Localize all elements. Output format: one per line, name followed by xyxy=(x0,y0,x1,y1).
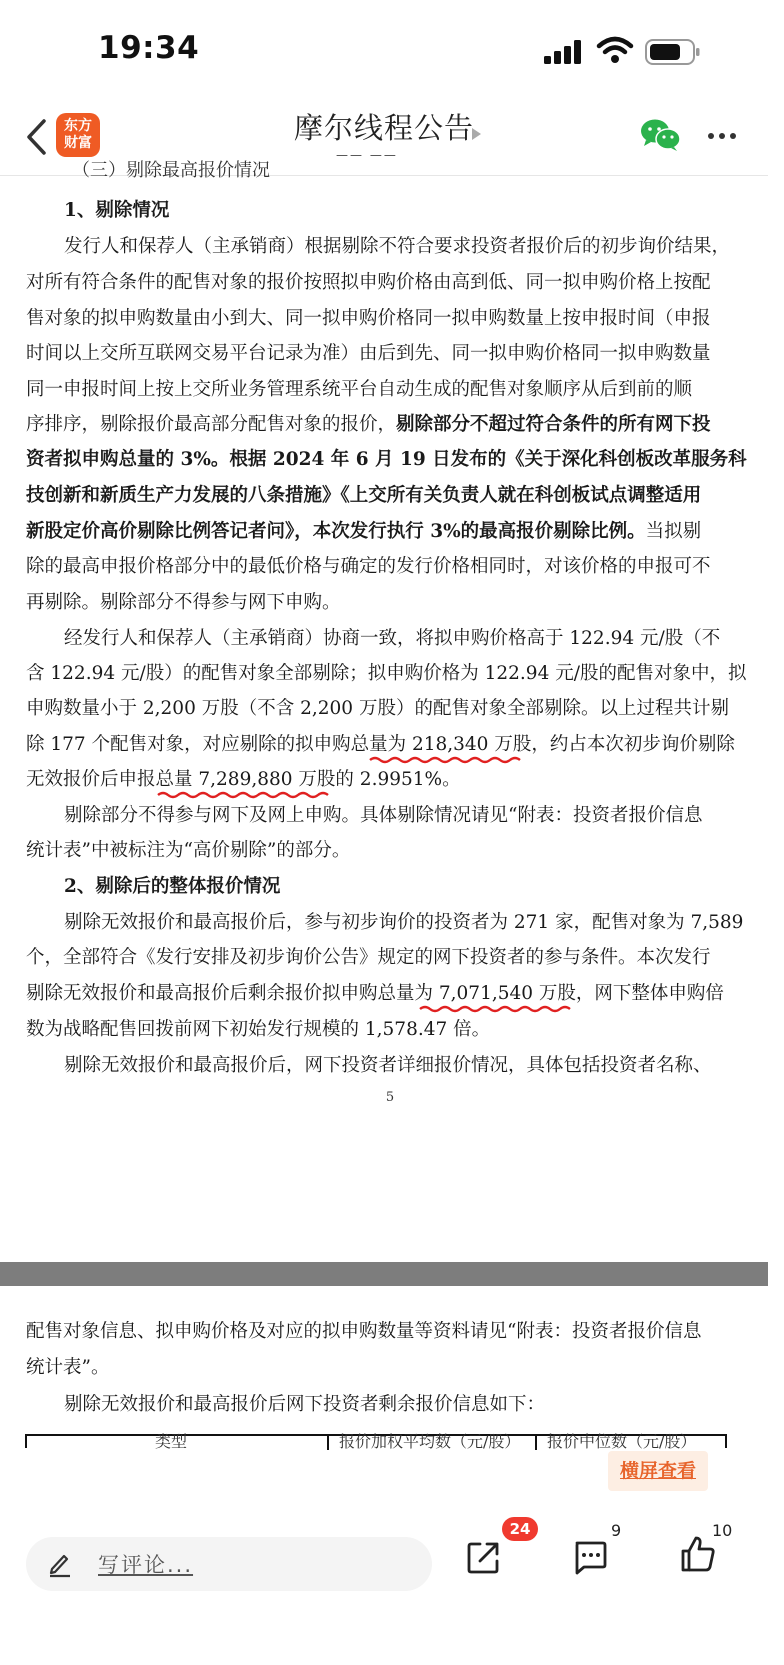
paragraph-line: 序排序，剔除报价最高部分配售对象的报价，剔除部分不超过符合条件的所有网下投 xyxy=(26,414,711,435)
paragraph-line: 无效报价后申报总量 7,289,880 万股的 2.9951%。 xyxy=(26,769,461,790)
bottom-action-bar xyxy=(0,1521,768,1665)
comment-icon[interactable] xyxy=(572,1539,608,1575)
landscape-view-button[interactable]: 横屏查看 xyxy=(608,1451,708,1491)
wechat-share-icon[interactable] xyxy=(640,118,682,152)
cellular-signal-icon xyxy=(544,40,582,64)
paragraph-line: 除的最高申报价格部分中的最低价格与确定的发行价格相同时，对该价格的申报可不 xyxy=(26,556,711,577)
paragraph-line: 统计表”。 xyxy=(26,1357,110,1378)
wifi-icon xyxy=(597,36,633,64)
battery-icon xyxy=(645,38,701,66)
paragraph-line: 剔除无效报价和最高报价后网下投资者剩余报价信息如下： xyxy=(64,1394,546,1415)
page-title: 摩尔线程公告 xyxy=(293,111,474,145)
paragraph-line: 个，全部符合《发行安排及初步询价公告》规定的网下投资者的参与条件。本次发行 xyxy=(26,947,711,968)
page-break-divider xyxy=(0,1262,768,1286)
table-header-cell: 报价加权平均数（元/股） xyxy=(339,1432,521,1451)
section-heading-cut: （三）剔除最高报价情况 xyxy=(72,160,270,181)
red-wavy-underline xyxy=(370,756,522,764)
share-count-badge: 24 xyxy=(502,1517,538,1541)
table-header-cell: 类型 xyxy=(155,1432,188,1451)
red-wavy-underline xyxy=(420,1005,574,1013)
paragraph-line: 剔除无效报价和最高报价后，参与初步询价的投资者为 271 家，配售对象为 7,589 xyxy=(64,912,744,933)
comment-placeholder: 写评论... xyxy=(98,1553,194,1577)
paragraph-line: 统计表”中被标注为“高价剔除”的部分。 xyxy=(26,840,351,861)
app-logo-line1: 东方 xyxy=(64,118,92,134)
status-time: 19:34 xyxy=(98,30,200,66)
paragraph-line: 售对象的拟申购数量由小到大、同一拟申购价格同一拟申购数量上按申报时间（申报 xyxy=(26,308,711,329)
paragraph-line: 对所有符合条件的配售对象的报价按照拟申购价格由高到低、同一拟申购价格上按配 xyxy=(26,272,711,293)
share-icon[interactable] xyxy=(466,1541,500,1575)
paragraph-line-bold: 资者拟申购总量的 3%。根据 2024 年 6 月 19 日发布的《关于深化科创板改革服务科 xyxy=(26,449,747,470)
like-count: 10 xyxy=(712,1521,733,1540)
comment-count: 9 xyxy=(611,1521,622,1540)
paragraph-line: 同一申报时间上按上交所业务管理系统平台自动生成的配售对象顺序从后到前的顺 xyxy=(26,379,693,400)
red-wavy-underline xyxy=(158,791,328,799)
page-subtitle: —— —— xyxy=(336,148,398,162)
pencil-icon xyxy=(48,1551,72,1577)
status-bar xyxy=(0,0,768,100)
paragraph-line: 剔除部分不得参与网下及网上申购。具体剔除情况请见“附表：投资者报价信息 xyxy=(64,805,703,826)
more-icon[interactable] xyxy=(708,133,738,141)
app-logo-line2: 财富 xyxy=(64,135,92,151)
play-indicator-icon xyxy=(472,128,481,140)
thumbs-up-icon[interactable] xyxy=(680,1535,716,1573)
paragraph-line: 含 122.94 元/股）的配售对象全部剔除；拟申购价格为 122.94 元/股的配售对象中，拟 xyxy=(26,663,747,684)
paragraph-line: 再剔除。剔除部分不得参与网下申购。 xyxy=(26,592,341,613)
paragraph-line: 配售对象信息、拟申购价格及对应的拟申购数量等资料请见“附表：投资者报价信息 xyxy=(26,1321,702,1342)
paragraph-line: 申购数量小于 2,200 万股（不含 2,200 万股）的配售对象全部剔除。以上过程共计剔 xyxy=(26,698,729,719)
paragraph-line: 剔除无效报价和最高报价后剩余报价拟申购总量为 7,071,540 万股，网下整体申购倍 xyxy=(26,983,724,1004)
page-number: 5 xyxy=(385,1090,395,1105)
paragraph-line: 经发行人和保荐人（主承销商）协商一致，将拟申购价格高于 122.94 元/股（不 xyxy=(64,628,721,649)
paragraph-line: 数为战略配售回拨前网下初始发行规模的 1,578.47 倍。 xyxy=(26,1019,491,1040)
paragraph-line-bold: 技创新和新质生产力发展的八条措施》《上交所有关负责人就在科创板试点调整适用 xyxy=(26,485,702,506)
paragraph-line: 新股定价高价剔除比例答记者问》，本次发行执行 3%的最高报价剔除比例。当拟剔 xyxy=(26,521,702,542)
price-info-table xyxy=(25,1432,727,1451)
table-header-cell: 报价中位数（元/股） xyxy=(547,1432,697,1451)
paragraph-line: 时间以上交所互联网交易平台记录为准）由后到先、同一拟申购价格同一拟申购数量 xyxy=(26,343,711,364)
subsection-heading: 2、剔除后的整体报价情况 xyxy=(64,876,281,897)
paragraph-line: 剔除无效报价和最高报价后，网下投资者详细报价情况，具体包括投资者名称、 xyxy=(64,1055,712,1076)
document-viewer[interactable] xyxy=(0,160,768,1521)
paragraph-line: 发行人和保荐人（主承销商）根据剔除不符合要求投资者报价后的初步询价结果， xyxy=(64,236,731,257)
comment-input[interactable] xyxy=(26,1537,432,1591)
paragraph-line: 除 177 个配售对象，对应剔除的拟申购总量为 218,340 万股，约占本次初步询价剔除 xyxy=(26,734,735,755)
subsection-heading: 1、剔除情况 xyxy=(64,200,170,221)
